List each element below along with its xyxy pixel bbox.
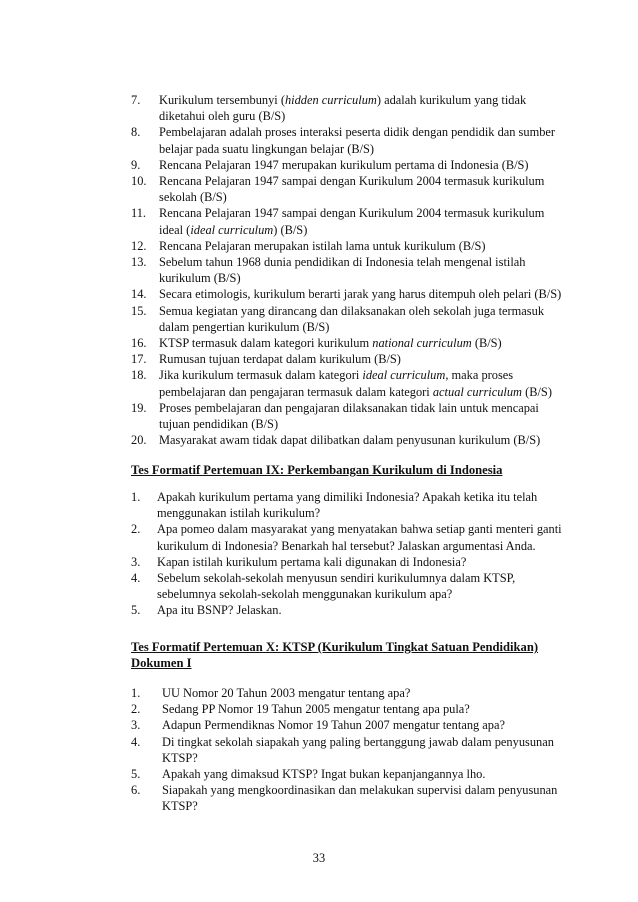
item-number: 18.	[131, 368, 147, 383]
list-item	[131, 124, 571, 156]
text-segment: Apakah kurikulum pertama yang dimiliki Indonesia? Apakah ketika itu telah menggunakan istilah kurikulum?	[157, 490, 538, 521]
text-segment: ) adalah kurikulum yang tidak diketahui oleh guru (B/S)	[159, 93, 527, 124]
list-item	[131, 173, 571, 205]
list-item	[131, 335, 571, 351]
item-number: 5.	[131, 767, 141, 782]
list-item	[131, 734, 571, 766]
italic-term: ideal curriculum	[190, 222, 274, 237]
essay-question-list-x	[131, 685, 571, 815]
item-number: 11.	[131, 206, 147, 221]
item-number: 3.	[131, 718, 141, 733]
item-number: 9.	[131, 157, 141, 172]
text-segment: Proses pembelajaran dan pengajaran dilaksanakan tidak lain untuk mencapai tujuan pendidikan (B/S)	[159, 400, 539, 432]
section-heading-pertemuan-x-line1: Tes Formatif Pertemuan X: KTSP (Kurikulum Tingkat Satuan Pendidikan)	[131, 640, 539, 654]
text-segment: Rencana Pelajaran 1947 sampai dengan Kurikulum 2004 termasuk kurikulum sekolah (B/S)	[159, 174, 545, 205]
item-number: 6.	[131, 783, 141, 798]
list-item	[131, 570, 571, 602]
item-text	[159, 239, 486, 253]
item-number: 13.	[131, 255, 147, 270]
item-text	[157, 571, 515, 601]
list-item	[131, 92, 571, 124]
item-number: 7.	[131, 93, 141, 107]
italic-term: hidden curriculum	[284, 93, 377, 107]
text-segment: Adapun Permendiknas Nomor 19 Tahun 2007 mengatur tentang apa?	[162, 718, 506, 733]
item-text	[157, 603, 282, 617]
item-text	[159, 433, 540, 447]
item-number: 3.	[131, 554, 141, 569]
list-item	[131, 303, 571, 335]
list-item	[131, 238, 571, 254]
item-number: 8.	[131, 125, 141, 140]
item-text	[159, 336, 502, 350]
section-heading-pertemuan-x	[131, 639, 581, 671]
list-item	[131, 351, 571, 367]
text-segment: Siapakah yang mengkoordinasikan dan melakukan supervisi dalam penyusunan KTSP?	[162, 783, 558, 814]
item-number: 1.	[131, 686, 141, 700]
item-number: 4.	[131, 571, 141, 586]
text-segment: Rumusan tujuan terdapat dalam kurikulum (B/S)	[159, 352, 401, 367]
item-number: 10.	[131, 174, 147, 189]
italic-term: ideal curriculum	[362, 368, 446, 383]
item-text	[159, 206, 544, 236]
item-text	[159, 287, 561, 301]
text-segment: Apa pomeo dalam masyarakat yang menyatakan bahwa setiap ganti menteri ganti kurikulum di Indonesia? Benarkah hal tersebut? Jalaskan argumentasi Anda.	[157, 522, 562, 553]
item-number: 2.	[131, 702, 141, 717]
item-text	[159, 93, 526, 123]
item-text	[162, 783, 557, 813]
text-segment: Jika kurikulum termasuk dalam kategori	[159, 368, 363, 383]
item-text	[157, 490, 537, 520]
item-number: 17.	[131, 352, 147, 367]
item-text	[162, 718, 505, 732]
text-segment: , maka proses pembelajaran dan pengajaran termasuk dalam kategori	[159, 368, 514, 399]
list-item	[131, 766, 571, 782]
item-text	[162, 735, 554, 765]
list-item	[131, 254, 571, 286]
item-number: 19.	[131, 400, 147, 415]
list-item	[131, 782, 571, 814]
italic-term: national curriculum	[372, 336, 472, 351]
item-text	[159, 401, 539, 431]
list-item	[131, 367, 571, 399]
true-false-question-list	[131, 92, 571, 448]
text-segment: (B/S)	[471, 336, 502, 351]
text-segment: Kapan istilah kurikulum pertama kali digunakan di Indonesia?	[157, 554, 467, 569]
text-segment: Apa itu BSNP? Jelaskan.	[157, 603, 282, 618]
list-item	[131, 602, 571, 618]
item-number: 14.	[131, 287, 147, 302]
list-item	[131, 205, 571, 237]
text-segment: Di tingkat sekolah siapakah yang paling bertanggung jawab dalam penyusunan KTSP?	[162, 734, 554, 765]
text-segment: Rencana Pelajaran 1947 sampai dengan Kurikulum 2004 termasuk kurikulum ideal (	[159, 206, 545, 237]
text-segment: Kurikulum tersembunyi (	[159, 93, 285, 107]
item-text	[159, 352, 401, 366]
section-heading-pertemuan-ix: Tes Formatif Pertemuan IX: Perkembangan Kurikulum di Indonesia	[131, 463, 503, 477]
list-item	[131, 685, 571, 701]
item-text	[162, 702, 470, 716]
text-segment: Sebelum sekolah-sekolah menyusun sendiri kurikulumnya dalam KTSP, sebelumnya sekolah-sekolah menggunakan kurikulum apa?	[157, 571, 516, 602]
text-segment: Masyarakat awam tidak dapat dilibatkan dalam penyusunan kurikulum (B/S)	[159, 433, 541, 448]
item-number: 1.	[131, 490, 141, 504]
essay-question-list-ix	[131, 489, 571, 619]
item-text	[159, 304, 544, 334]
italic-term: actual curriculum	[432, 384, 522, 399]
list-item	[131, 717, 571, 733]
item-text	[157, 522, 562, 552]
list-item	[131, 554, 571, 570]
list-item	[131, 432, 571, 448]
item-text	[162, 686, 410, 700]
text-segment: Sebelum tahun 1968 dunia pendidikan di Indonesia telah mengenal istilah kurikulum (B/S)	[159, 255, 526, 286]
text-segment: Apakah yang dimaksud KTSP? Ingat bukan kepanjangannya lho.	[162, 767, 486, 782]
text-segment: Rencana Pelajaran 1947 merupakan kurikulum pertama di Indonesia (B/S)	[159, 157, 529, 172]
item-number: 4.	[131, 734, 141, 749]
text-segment: UU Nomor 20 Tahun 2003 mengatur tentang apa?	[162, 686, 411, 700]
item-text	[159, 174, 544, 204]
item-text	[162, 767, 485, 781]
section-heading-pertemuan-x-line2: Dokumen I	[131, 656, 192, 670]
list-item	[131, 701, 571, 717]
text-segment: (B/S)	[522, 384, 552, 399]
text-segment: ) (B/S)	[273, 222, 308, 237]
item-number: 5.	[131, 603, 141, 618]
item-number: 16.	[131, 336, 147, 351]
item-text	[157, 555, 466, 569]
text-segment: KTSP termasuk dalam kategori kurikulum	[159, 336, 373, 351]
text-segment: Pembelajaran adalah proses interaksi peserta didik dengan pendidik dan sumber belajar pada suatu lingkungan belajar (B/S)	[159, 125, 556, 156]
list-item	[131, 521, 571, 553]
item-text	[159, 158, 529, 172]
list-item	[131, 157, 571, 173]
item-text	[159, 125, 555, 155]
item-number: 20.	[131, 433, 147, 448]
list-item	[131, 286, 571, 302]
item-number: 2.	[131, 522, 141, 537]
list-item	[131, 489, 571, 521]
text-segment: Semua kegiatan yang dirancang dan dilaksanakan oleh sekolah juga termasuk dalam pengertian kurikulum (B/S)	[159, 303, 545, 334]
list-item	[131, 400, 571, 432]
item-text	[159, 368, 552, 398]
text-segment: Sedang PP Nomor 19 Tahun 2005 mengatur tentang apa pula?	[162, 702, 470, 717]
page-number: 33	[312, 851, 326, 865]
item-number: 12.	[131, 238, 147, 253]
text-segment: Rencana Pelajaran merupakan istilah lama untuk kurikulum (B/S)	[159, 238, 486, 253]
item-text	[159, 255, 525, 285]
item-number: 15.	[131, 303, 147, 318]
text-segment: Secara etimologis, kurikulum berarti jarak yang harus ditempuh oleh pelari (B/S)	[159, 287, 562, 302]
